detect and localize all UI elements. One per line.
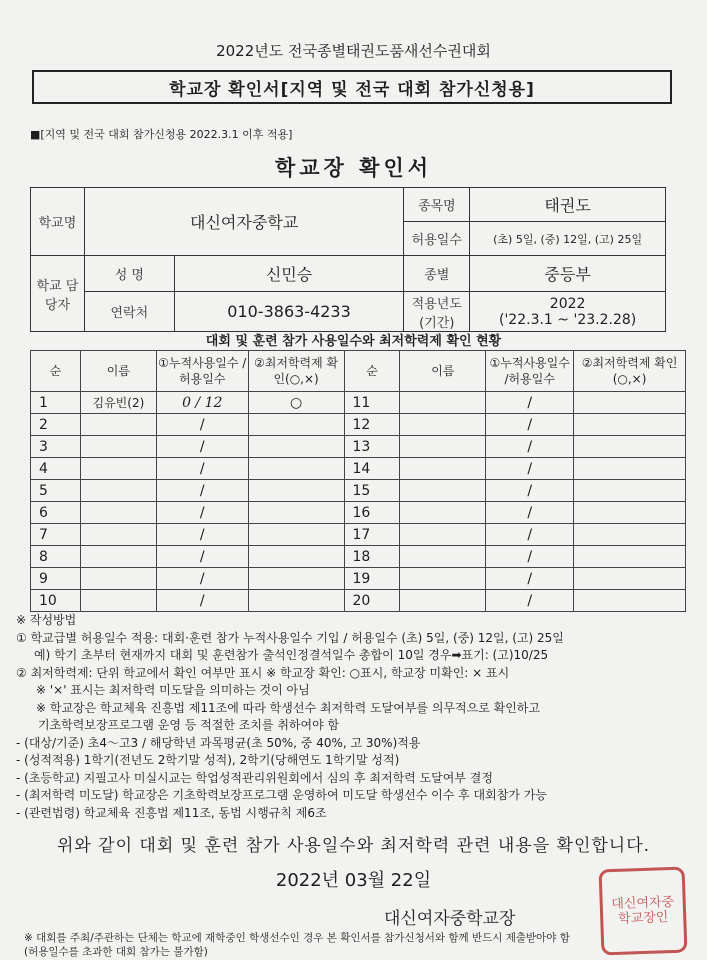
row-name: [80, 436, 156, 458]
row-days: /: [156, 590, 248, 612]
row-number: 16: [344, 502, 400, 524]
row-number: 1: [31, 392, 81, 414]
row-number: 2: [31, 414, 81, 436]
division-label: 종별: [404, 256, 470, 292]
col-check: ②최저학력제 확인(○,×): [574, 351, 686, 392]
row-days: /: [156, 480, 248, 502]
list-heading: 대회 및 훈련 참가 사용일수와 최저학력제 확인 현황: [205, 334, 502, 349]
row-name: [400, 590, 486, 612]
row-name: [80, 546, 156, 568]
event-title: 2022년도 전국종별태권도품새선수권대회: [216, 42, 491, 60]
table-row: [31, 590, 686, 612]
confirmation-statement: 위와 같이 대회 및 훈련 참가 사용일수와 최저학력 관련 내용을 확인합니다.: [56, 836, 651, 856]
row-name: [80, 568, 156, 590]
row-name: [400, 480, 486, 502]
row-days: /: [486, 590, 574, 612]
row-days: /: [486, 568, 574, 590]
allowed-days-label: 허용일수: [404, 222, 470, 256]
participants-header-row: [31, 351, 686, 392]
school-info-table: [30, 187, 666, 332]
document-title-text: 학교장 확인서[지역 및 전국 대회 참가신청용]: [169, 79, 535, 100]
allowed-days-value: (초) 5일, (중) 12일, (고) 25일: [470, 222, 666, 256]
col-no: 순: [31, 351, 81, 392]
row-number: 9: [31, 568, 81, 590]
instruction-line: ※ 학교장은 학교체육 진흥법 제11조에 따라 학생선수 최저학력 도달여부를 의무적으로 확인하고: [36, 700, 540, 715]
table-row: [31, 480, 686, 502]
sport-value: 태권도: [470, 188, 666, 222]
row-name: [400, 436, 486, 458]
row-days: /: [486, 546, 574, 568]
name-label: 성 명: [84, 256, 174, 292]
row-number: 5: [31, 480, 81, 502]
row-check: [574, 436, 686, 458]
table-row: [31, 392, 686, 414]
row-days: /: [486, 480, 574, 502]
name-value: 신민승: [174, 256, 404, 292]
row-check: [248, 458, 344, 480]
row-name: [400, 546, 486, 568]
participants-table: [30, 350, 686, 612]
row-number: 12: [344, 414, 400, 436]
table-row: [31, 546, 686, 568]
row-name: [400, 502, 486, 524]
instruction-line: ② 최저학력제: 단위 학교에서 확인 여부만 표시 ※ 학교장 확인: ○표시, 학교장 미확인: × 표시: [16, 665, 510, 680]
principal-name: 대신여자중학교장: [384, 909, 516, 929]
school-name: 대신여자중학교: [84, 188, 403, 256]
row-days: 0 / 12: [156, 392, 248, 414]
table-row: [31, 414, 686, 436]
row-check: [574, 392, 686, 414]
row-name: [80, 480, 156, 502]
row-name: [80, 524, 156, 546]
row-name: 김유빈(2): [80, 392, 156, 414]
row-days: /: [156, 502, 248, 524]
school-label: 학교명: [31, 188, 85, 256]
table-row: [31, 524, 686, 546]
row-name: [400, 524, 486, 546]
row-number: 13: [344, 436, 400, 458]
col-days: ①누적사용일수 /허용일수: [156, 351, 248, 392]
row-check: [248, 590, 344, 612]
row-number: 20: [344, 590, 400, 612]
row-check: [574, 480, 686, 502]
row-number: 8: [31, 546, 81, 568]
row-name: [400, 568, 486, 590]
row-number: 7: [31, 524, 81, 546]
table-row: [31, 436, 686, 458]
application-notice: ■[지역 및 전국 대회 참가신청용 2022.3.1 이후 적용]: [30, 128, 293, 141]
row-check: [574, 414, 686, 436]
row-number: 3: [31, 436, 81, 458]
instruction-line: ※ '×' 표시는 최저학력 미도달을 의미하는 것이 아님: [36, 683, 310, 697]
row-number: 14: [344, 458, 400, 480]
row-name: [400, 414, 486, 436]
row-check: [574, 568, 686, 590]
footnote: [24, 931, 570, 959]
row-number: 15: [344, 480, 400, 502]
instruction-line: - (초등학교) 지필고사 미실시교는 학업성적관리위원회에서 심의 후 최저학력 도달여부 결정: [16, 770, 493, 785]
instruction-line: - (대상/기준) 초4～고3 / 해당학년 과목평균(초 50%, 중 40%, 고 30%)적용: [16, 735, 421, 750]
row-check: [574, 458, 686, 480]
instructions-title: ※ 작성방법: [16, 613, 77, 627]
row-name: [400, 458, 486, 480]
row-days: /: [486, 414, 574, 436]
row-days: /: [156, 458, 248, 480]
row-name: [80, 590, 156, 612]
row-days: /: [156, 524, 248, 546]
contact-value: 010-3863-4233: [174, 292, 404, 332]
row-days: /: [486, 502, 574, 524]
table-row: [31, 502, 686, 524]
col-name: 이름: [400, 351, 486, 392]
row-name: [80, 458, 156, 480]
row-days: /: [156, 568, 248, 590]
document-title: [32, 70, 672, 104]
contact-label: 연락처: [84, 292, 174, 332]
row-name: [80, 502, 156, 524]
row-check: ○: [248, 392, 344, 414]
row-check: [574, 590, 686, 612]
row-check: [248, 546, 344, 568]
instruction-line: ① 학교급별 허용일수 적용: 대회·훈련 참가 누적사용일수 기입 / 허용일수 (초) 5일, (중) 12일, (고) 25일: [16, 630, 564, 645]
table-row: [31, 458, 686, 480]
row-number: 19: [344, 568, 400, 590]
footnote-line: (허용일수를 초과한 대회 참가는 불가함): [24, 946, 208, 958]
row-days: /: [486, 524, 574, 546]
year-cell: [470, 292, 666, 332]
form-title: 학교장 확인서: [274, 156, 433, 180]
division-value: 중등부: [470, 256, 666, 292]
school-seal: 대신여자중학교장인: [599, 867, 688, 956]
footnote-line: ※ 대회를 주최/주관하는 단체는 학교에 재학중인 학생선수인 경우 본 확인서를 참가신청서와 함께 반드시 제출받아야 함: [24, 932, 570, 944]
row-days: /: [486, 458, 574, 480]
row-check: [574, 502, 686, 524]
row-check: [248, 414, 344, 436]
instruction-line: 기초학력보장프로그램 운영 등 적절한 조치를 취하여야 함: [38, 718, 340, 732]
row-name: [400, 392, 486, 414]
row-number: 18: [344, 546, 400, 568]
row-check: [248, 436, 344, 458]
col-name: 이름: [80, 351, 156, 392]
row-check: [248, 502, 344, 524]
row-number: 10: [31, 590, 81, 612]
row-check: [248, 480, 344, 502]
instruction-line: - (성적적용) 1학기(전년도 2학기말 성적), 2학기(당해연도 1학기말 성적): [16, 753, 400, 767]
instruction-line: 예) 학기 초부터 현재까지 대회 및 훈련참가 출석인정결석일수 총합이 10일 경우➡표기: (고)10/25: [34, 648, 549, 662]
row-days: /: [486, 436, 574, 458]
row-days: /: [156, 546, 248, 568]
manager-label: 학교 담당자: [31, 256, 85, 332]
row-check: [248, 524, 344, 546]
row-number: 11: [344, 392, 400, 414]
row-days: /: [486, 392, 574, 414]
row-check: [248, 568, 344, 590]
instruction-line: - (관련법령) 학교체육 진흥법 제11조, 동법 시행규칙 제6조: [16, 805, 327, 820]
row-number: 4: [31, 458, 81, 480]
col-check: ②최저학력제 확인(○,×): [248, 351, 344, 392]
col-no: 순: [344, 351, 400, 392]
sport-label: 종목명: [404, 188, 470, 222]
row-number: 6: [31, 502, 81, 524]
row-name: [80, 414, 156, 436]
table-row: [31, 568, 686, 590]
row-days: /: [156, 436, 248, 458]
row-number: 17: [344, 524, 400, 546]
col-days: ①누적사용일수 /허용일수: [486, 351, 574, 392]
instructions: [16, 612, 696, 822]
year-value: 2022: [549, 295, 586, 312]
row-check: [574, 524, 686, 546]
signature-date: 2022년 03월 22일: [275, 870, 432, 891]
row-days: /: [156, 414, 248, 436]
row-check: [574, 546, 686, 568]
instruction-line: - (최저학력 미도달) 학교장은 기초학력보장프로그램 운영하여 미도달 학생선수 이수 후 대회참가 가능: [16, 788, 547, 802]
year-label: 적용년도 (기간): [404, 292, 470, 332]
period-value: ('22.3.1 ~ '23.2.28): [499, 311, 637, 328]
